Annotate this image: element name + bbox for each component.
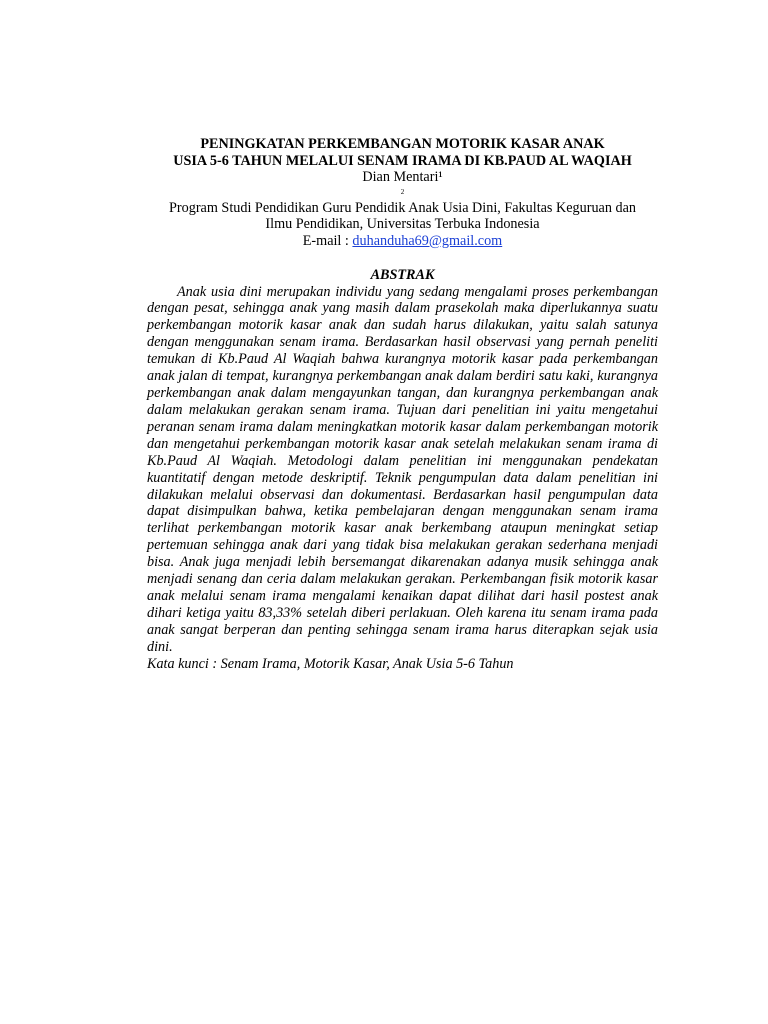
paper-title-line-1: PENINGKATAN PERKEMBANGAN MOTORIK KASAR ANAK	[200, 136, 605, 152]
email-line	[147, 233, 658, 250]
abstract-heading: ABSTRAK	[370, 267, 435, 283]
paper-page	[147, 136, 658, 673]
keywords: Kata kunci : Senam Irama, Motorik Kasar, Anak Usia 5-6 Tahun	[147, 655, 514, 672]
author-name: Dian Mentari¹	[362, 169, 443, 185]
affiliation-line-2: Ilmu Pendidikan, Universitas Terbuka Indonesia	[265, 216, 540, 232]
email-link[interactable]: duhanduha69@gmail.com	[352, 232, 503, 249]
email-label: E-mail :	[302, 232, 353, 249]
affiliation-line-1: Program Studi Pendidikan Guru Pendidik Anak Usia Dini, Fakultas Keguruan dan	[169, 199, 636, 216]
author-superscript-2: 2	[400, 187, 405, 196]
abstract-body: Anak usia dini merupakan individu yang sedang mengalami proses perkembangan dengan pesat, sehingga anak yang masih dalam prasekolah maka diperlukannya suatu perkembangan motorik kasar anak dan sudah harus dilakukan, yaitu salah satunya dengan menggunakan senam irama. Berdasarkan hasil observasi yang pernah peneliti temukan di Kb.Paud Al Waqiah bahwa kurangnya motorik kasar pada perkembangan anak jalan di tempat, kurangnya perkembangan anak dalam berdiri satu kaki, kurangnya perkembangan anak dalam mengayunkan tangan, dan kurangnya perkembangan anak dalam melakukan gerakan senam irama. Tujuan dari penelitian ini yaitu mengetahui peranan senam irama dalam meningkatkan motorik kasar dalam perkembangan motorik dan mengetahui perkembangan motorik kasar anak setelah melakukan senam irama di Kb.Paud Al Waqiah. Metodologi dalam penelitian ini menggunakan pendekatan kuantitatif dengan metode deskriptif. Teknik pengumpulan data dalam penelitian ini dilakukan melalui observasi dan dokumentasi. Berdasarkan hasil pengumpulan data dapat disimpulkan bahwa, ketika pembelajaran dengan menggunakan senam irama terlihat perkembangan motorik kasar anak berkembang ataupun meningkat setiap pertemuan sehingga anak dari yang tidak bisa melakukan gerakan sederhana menjadi bisa. Anak juga menjadi lebih bersemangat dikarenakan adanya musik sehingga anak menjadi senang dan ceria dalam melakukan gerakan. Perkembangan fisik motorik kasar anak melalui senam irama mengalami kenaikan dapat dilihat dari hasil postest anak dihari ketiga yaitu 83,33% setelah diberi perlakuan. Oleh karena itu senam irama pada anak sangat berperan dan penting sehingga senam irama harus diterapkan sejak usia dini.	[147, 283, 658, 655]
paper-title-line-2: USIA 5-6 TAHUN MELALUI SENAM IRAMA DI KB.PAUD AL WAQIAH	[173, 152, 632, 169]
